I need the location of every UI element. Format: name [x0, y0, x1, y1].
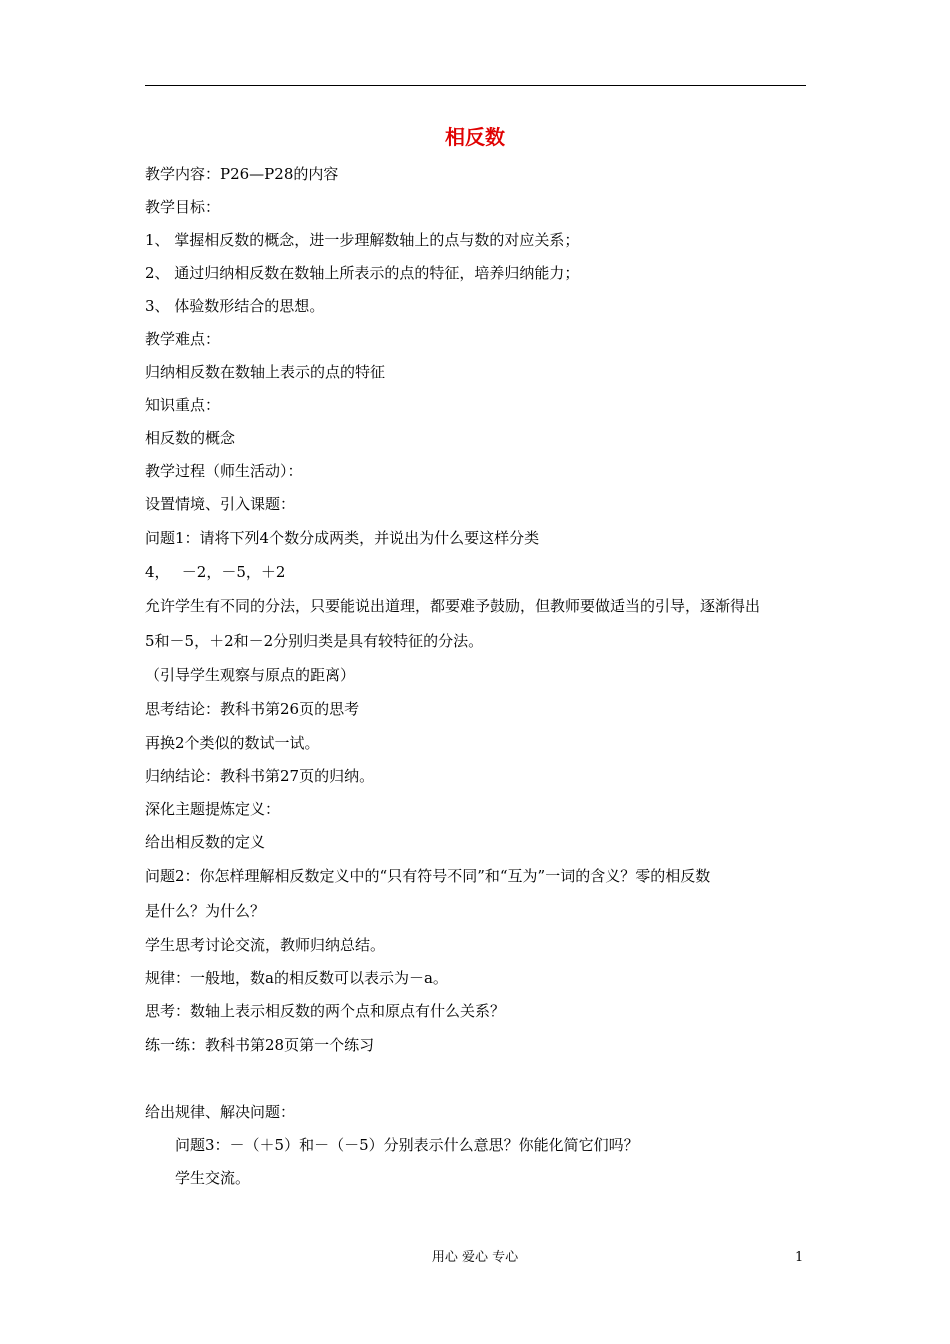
- text-line: 1、 掌握相反数的概念，进一步理解数轴上的点与数的对应关系；: [145, 231, 580, 249]
- text-line: 3、 体验数形结合的思想。: [145, 297, 325, 315]
- text-line: 设置情境、引入课题：: [145, 495, 296, 513]
- text-line: 2、 通过归纳相反数在数轴上所表示的点的特征，培养归纳能力；: [145, 264, 580, 282]
- text-line: 深化主题提炼定义：: [145, 800, 281, 818]
- text-line: 是什么？为什么？: [145, 902, 266, 920]
- text-line: 教学内容：P26—P28的内容: [145, 165, 339, 183]
- text-line: 教学过程（师生活动）：: [145, 462, 303, 480]
- footer-motto: 用心 爱心 专心: [431, 1250, 519, 1265]
- text-line: 4， －2，－5，＋2: [145, 563, 286, 581]
- text-line: 知识重点：: [145, 396, 221, 414]
- text-line: 学生交流。: [175, 1169, 251, 1187]
- text-line: 再换2个类似的数试一试。: [145, 734, 320, 752]
- text-line: （引导学生观察与原点的距离）: [145, 666, 356, 684]
- text-line: 教学目标：: [145, 198, 221, 216]
- text-line: 规律：一般地，数a的相反数可以表示为－a。: [145, 969, 448, 987]
- text-line: 思考：数轴上表示相反数的两个点和原点有什么关系？: [145, 1002, 506, 1020]
- page-title: 相反数: [445, 125, 505, 149]
- text-line: 思考结论：教科书第26页的思考: [145, 700, 360, 718]
- text-line: 教学难点：: [145, 330, 221, 348]
- text-line: 练一练：教科书第28页第一个练习: [145, 1036, 375, 1054]
- text-line: 学生思考讨论交流，教师归纳总结。: [145, 936, 386, 954]
- text-line: 给出相反数的定义: [145, 833, 266, 851]
- page-number: 1: [795, 1250, 804, 1265]
- text-line: 5和－5，＋2和－2分别归类是具有较特征的分法。: [145, 632, 484, 650]
- text-line: 问题1：请将下列4个数分成两类，并说出为什么要这样分类: [145, 529, 540, 547]
- text-line: 问题2：你怎样理解相反数定义中的“只有符号不同”和“互为”一词的含义？零的相反数: [145, 867, 711, 885]
- text-line: 相反数的概念: [145, 429, 236, 447]
- text-line: 归纳结论：教科书第27页的归纳。: [145, 767, 375, 785]
- text-line: 允许学生有不同的分法，只要能说出道理，都要难予鼓励，但教师要做适当的引导，逐渐得出: [145, 597, 761, 615]
- text-line: 归纳相反数在数轴上表示的点的特征: [145, 363, 386, 381]
- text-line: 给出规律、解决问题：: [145, 1103, 296, 1121]
- text-line: 问题3：－（＋5）和－（－5）分别表示什么意思？你能化简它们吗？: [175, 1136, 639, 1154]
- header-rule: [145, 85, 806, 86]
